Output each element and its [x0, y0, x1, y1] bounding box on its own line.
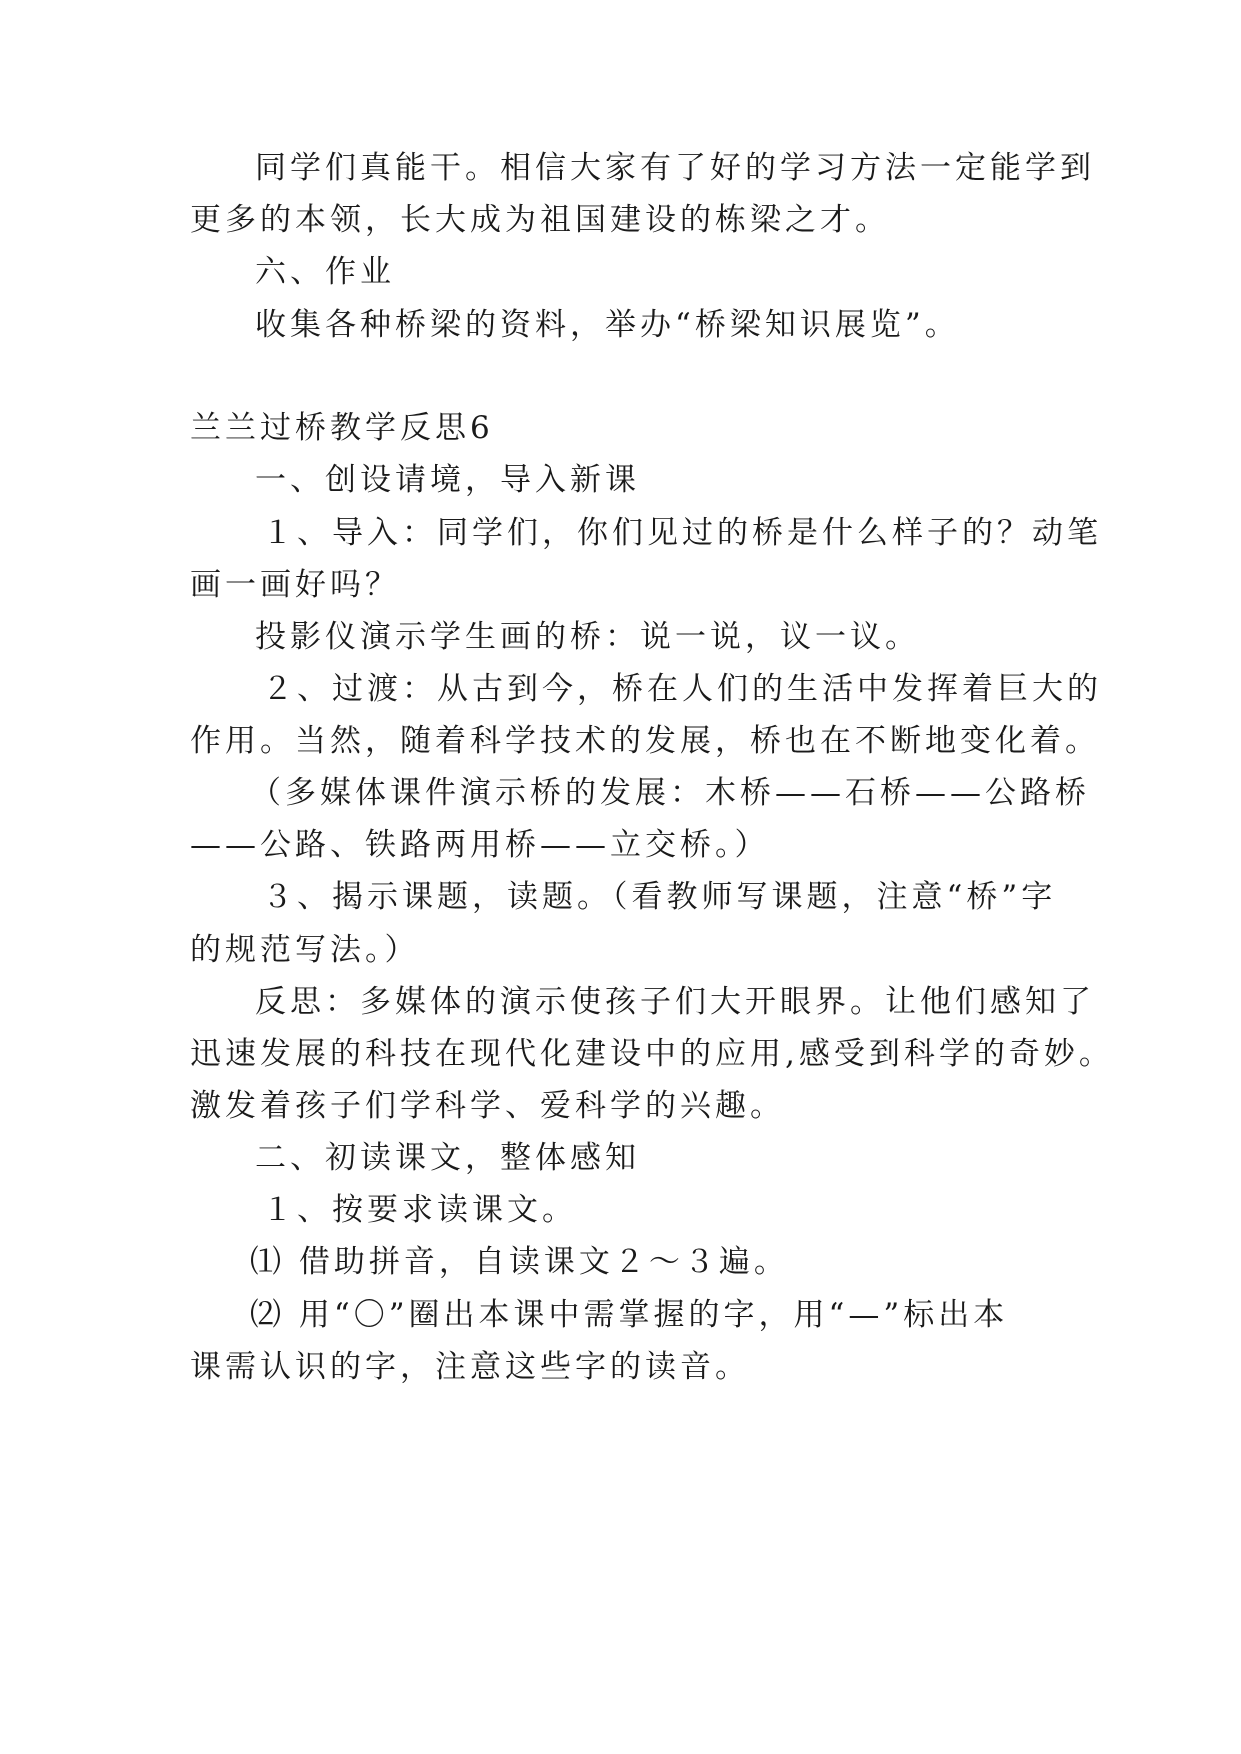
section-heading: 二、初读课文，整体感知	[255, 1140, 640, 1176]
paragraph-line: ⑴ 借助拼音，自读课文２～３遍。	[250, 1244, 789, 1280]
paragraph-line: 画一画好吗？	[190, 567, 400, 603]
paragraph-line: 迅速发展的科技在现代化建设中的应用,感受到科学的奇妙。	[190, 1036, 1114, 1072]
section-heading: 一、创设请境，导入新课	[255, 462, 640, 498]
paragraph-line: ⑵ 用“〇”圈出本课中需掌握的字，用“—”标出本	[250, 1297, 1009, 1333]
paragraph-line: 反思：多媒体的演示使孩子们大开眼界。让他们感知了	[255, 984, 1095, 1020]
paragraph-line: １、按要求读课文。	[262, 1192, 577, 1228]
paragraph-line: ——公路、铁路两用桥——立交桥。）	[190, 827, 770, 863]
document-title: 兰兰过桥教学反思6	[190, 410, 494, 446]
paragraph-line: 激发着孩子们学科学、爱科学的兴趣。	[190, 1088, 785, 1124]
section-heading: 六、作业	[255, 254, 395, 290]
paragraph-line: 的规范写法。）	[190, 932, 420, 968]
paragraph-line: 课需认识的字，注意这些字的读音。	[190, 1349, 750, 1385]
paragraph-line: 收集各种桥梁的资料，举办“桥梁知识展览”。	[255, 307, 960, 343]
paragraph-line: ２、过渡：从古到今，桥在人们的生活中发挥着巨大的	[262, 671, 1102, 707]
paragraph-line: １、导入：同学们，你们见过的桥是什么样子的？动笔	[262, 515, 1102, 551]
paragraph-line: （多媒体课件演示桥的发展：木桥——石桥——公路桥	[250, 775, 1090, 811]
paragraph-line: 更多的本领，长大成为祖国建设的栋梁之才。	[190, 202, 890, 238]
paragraph-line: 同学们真能干。相信大家有了好的学习方法一定能学到	[255, 150, 1095, 186]
paragraph-line: 作用。当然，随着科学技术的发展，桥也在不断地变化着。	[190, 723, 1100, 759]
paragraph-line: ３、揭示课题，读题。（看教师写课题，注意“桥”字	[262, 879, 1057, 915]
paragraph-line: 投影仪演示学生画的桥：说一说，议一议。	[255, 619, 920, 655]
